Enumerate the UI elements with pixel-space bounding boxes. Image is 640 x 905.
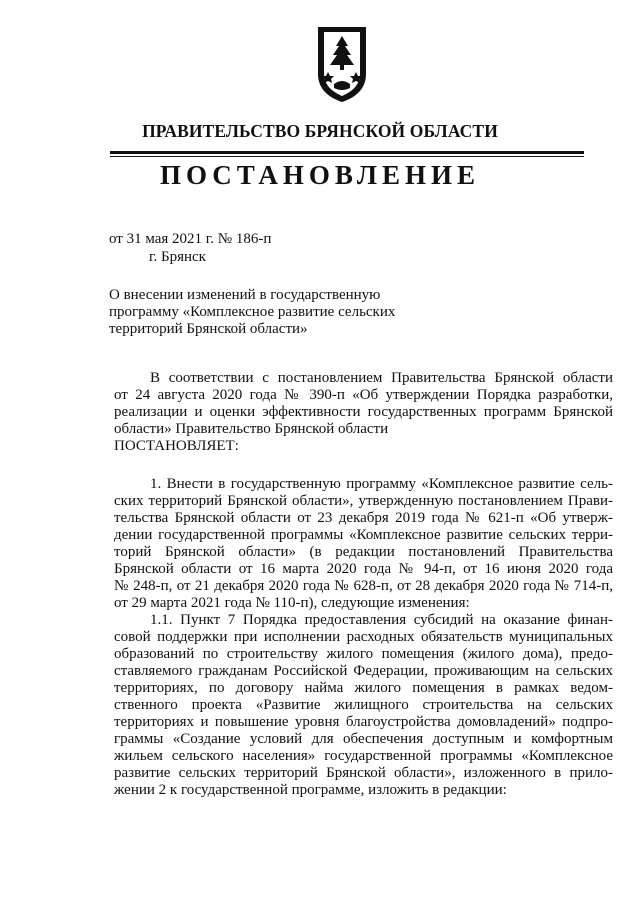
header-rule-thick xyxy=(110,151,584,154)
paragraph-line: жильем сельского населения» государственной программы «Комплексное xyxy=(114,748,613,764)
subject-line: территорий Брянской области» xyxy=(109,321,308,337)
header-rule-thin xyxy=(110,156,584,157)
paragraph-line: тельства Брянской области от 23 декабря 2019 года № 621-п «Об утверж- xyxy=(114,510,613,526)
item-1-1-paragraph xyxy=(114,612,613,799)
paragraph-line: развитие сельских территорий Брянской области», изложенного в прило- xyxy=(114,765,613,781)
paragraph-line: образований по строительству жилого помещения (жилого дома), предо- xyxy=(114,646,613,662)
item-1-paragraph xyxy=(114,476,613,612)
document-city: г. Брянск xyxy=(149,249,206,265)
organization-name: ПРАВИТЕЛЬСТВО БРЯНСКОЙ ОБЛАСТИ xyxy=(142,121,498,141)
paragraph-line: торий Брянской области» (в редакции постановлений Правительства xyxy=(114,544,613,560)
paragraph-line: от 24 августа 2020 года № 390-п «Об утверждении Порядка разработки, xyxy=(114,387,613,403)
paragraph-line: Брянской области от 16 марта 2020 года № 94-п, от 16 июня 2020 года xyxy=(114,561,613,577)
paragraph-line: № 248-п, от 21 декабря 2020 года № 628-п, от 28 декабря 2020 года № 714-п, xyxy=(114,578,613,594)
paragraph-line: ских территорий Брянской области», утвержденную постановлением Прави- xyxy=(114,493,613,509)
coat-of-arms-icon xyxy=(314,24,370,104)
resolves-heading: ПОСТАНОВЛЯЕТ: xyxy=(114,438,239,454)
paragraph-line: совой поддержки при исполнении расходных обязательств муниципальных xyxy=(114,629,613,645)
paragraph-line: 1. Внести в государственную программу «Комплексное развитие сель- xyxy=(150,476,613,492)
paragraph-line: от 29 марта 2021 года № 110-п), следующие изменения: xyxy=(114,595,470,611)
paragraph-line: граммы «Создание условий для обеспечения доступным и комфортным xyxy=(114,731,613,747)
paragraph-line: территориях и повышение уровня благоустройства домовладений» подпро- xyxy=(114,714,613,730)
subject-line: программу «Комплексное развитие сельских xyxy=(109,304,396,320)
paragraph-line: области» Правительство Брянской области xyxy=(114,421,389,437)
paragraph-line: реализации и оценки эффективности государственных программ Брянской xyxy=(114,404,613,420)
document-subject xyxy=(109,287,395,338)
paragraph-line: В соответствии с постановлением Правительства Брянской области xyxy=(150,370,613,386)
paragraph-line: дении государственной программы «Комплексное развитие сельских терри- xyxy=(114,527,613,543)
paragraph-line: территориях, по договору найма жилого помещения в рамках ведом- xyxy=(114,680,613,696)
paragraph-line: жении 2 к государственной программе, изложить в редакции: xyxy=(114,782,507,798)
paragraph-line: ственного проекта «Развитие жилищного строительства на сельских xyxy=(114,697,613,713)
paragraph-line: ставляемого гражданам Российской Федерации, проживающим на сельских xyxy=(114,663,613,679)
preamble-paragraph xyxy=(114,370,613,438)
subject-line: О внесении изменений в государственную xyxy=(109,287,381,303)
document-type-title: ПОСТАНОВЛЕНИЕ xyxy=(159,160,481,190)
paragraph-line: 1.1. Пункт 7 Порядка предоставления субсидий на оказание финан- xyxy=(150,612,613,628)
document-date-number: от 31 мая 2021 г. № 186-п xyxy=(109,231,272,247)
